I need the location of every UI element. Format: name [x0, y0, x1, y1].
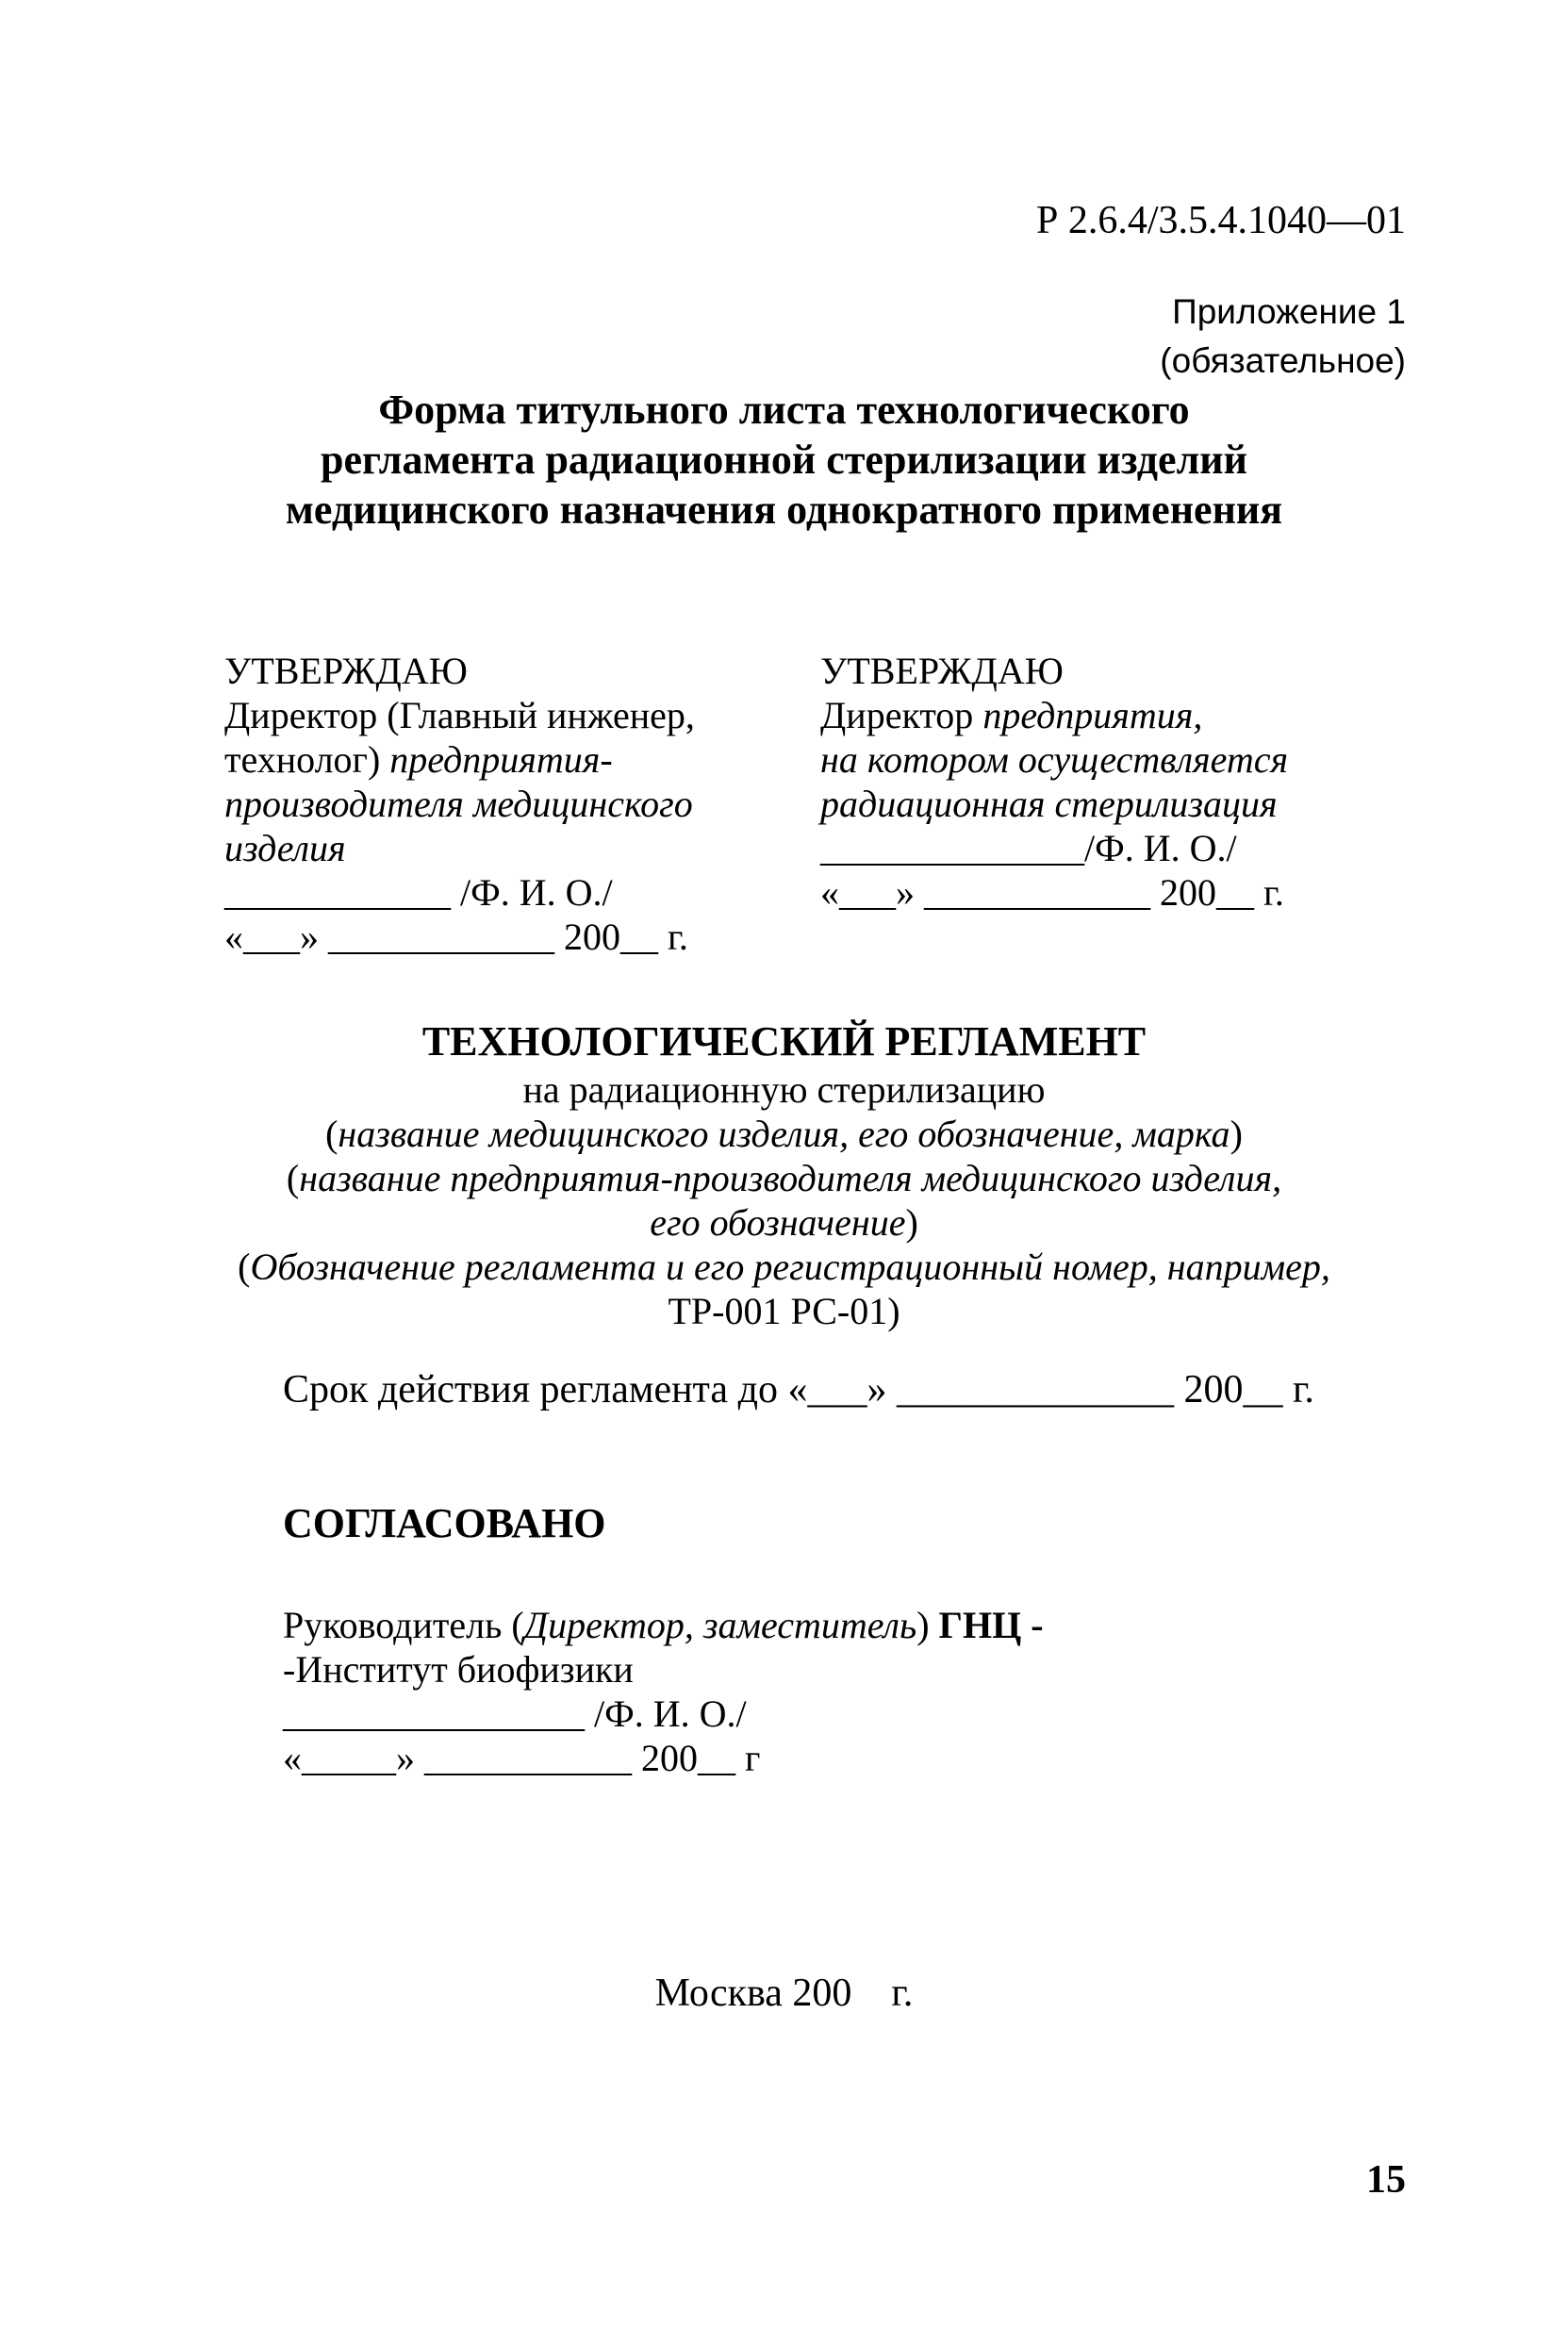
appendix-label [1160, 288, 1406, 386]
form-title-line: Форма титульного листа технологического [378, 387, 1190, 433]
approval-text: технолог) [224, 738, 390, 781]
approval-text: Директор [820, 694, 983, 736]
approval-block-manufacturer [224, 649, 695, 959]
appendix-status: (обязательное) [1160, 341, 1406, 380]
regulation-line [0, 1112, 1568, 1156]
approval-text-italic: на котором осуществляется [820, 738, 1289, 781]
form-title [0, 385, 1568, 535]
approval-line [224, 737, 695, 782]
agreed-text-italic: Директор, заместитель [523, 1604, 917, 1646]
approval-block-sterilizer [820, 649, 1288, 915]
regulation-line [0, 1200, 1568, 1245]
regulation-title: ТЕХНОЛОГИЧЕСКИЙ РЕГЛАМЕНТ [421, 1018, 1147, 1065]
regulation-text-italic: название предприятия-производителя медицинского изделия, [299, 1157, 1282, 1199]
form-title-line: медицинского назначения однократного применения [285, 487, 1283, 533]
regulation-line [0, 1245, 1568, 1289]
appendix-number: Приложение 1 [1172, 292, 1406, 331]
regulation-line: ТР-001 РС-01) [668, 1290, 900, 1332]
paren: ( [286, 1157, 300, 1199]
approval-text-italic: производителя медицинского [224, 783, 693, 825]
approval-text-italic: предприятия- [389, 738, 613, 781]
form-title-line: регламента радиационной стерилизации изделий [321, 437, 1247, 483]
paren: ) [1230, 1113, 1243, 1155]
signature-line: ________________ /Ф. И. О./ [283, 1692, 747, 1735]
regulation-text-italic: название медицинского изделия, его обозначение, марка [338, 1113, 1230, 1155]
agreed-text: Руководитель [283, 1604, 512, 1646]
approval-line: Директор (Главный инженер, [224, 694, 695, 736]
approval-text-italic: предприятия, [982, 694, 1203, 736]
approval-line [224, 782, 695, 826]
approval-line [224, 826, 695, 870]
agreed-line: -Институт биофизики [283, 1648, 634, 1691]
regulation-text-italic: его обозначение [650, 1201, 906, 1244]
regulation-line [0, 1156, 1568, 1200]
approval-line [820, 693, 1288, 737]
date-line: «_____» ___________ 200__ г [283, 1737, 761, 1779]
page-number: 15 [1366, 2158, 1406, 2202]
approval-heading: УТВЕРЖДАЮ [224, 650, 468, 692]
paren: ) [916, 1604, 930, 1646]
approval-line [820, 782, 1288, 826]
paren: ( [325, 1113, 338, 1155]
agreed-line [283, 1603, 1044, 1647]
paren: ( [511, 1604, 524, 1646]
signature-line: ____________ /Ф. И. О./ [224, 871, 613, 914]
document-code: Р 2.6.4/3.5.4.1040—01 [1035, 199, 1406, 242]
regulation-title-block [0, 1016, 1568, 1333]
approval-text-italic: радиационная стерилизация [820, 783, 1278, 825]
regulation-text-italic: Обозначение регламента и его регистрационный номер, например, [250, 1246, 1330, 1288]
paren: ) [905, 1201, 918, 1244]
regulation-subtitle: на радиационную стерилизацию [522, 1068, 1046, 1111]
validity-line: Срок действия регламента до «___» ______________ 200__ г. [283, 1368, 1314, 1411]
agreed-text-bold: ГНЦ - [929, 1604, 1044, 1646]
approval-text-italic: изделия [224, 827, 346, 869]
agreed-block [283, 1603, 1044, 1780]
approval-line [820, 737, 1288, 782]
paren: ( [238, 1246, 251, 1288]
approval-heading: УТВЕРЖДАЮ [820, 650, 1064, 692]
signature-line: ______________/Ф. И. О./ [820, 827, 1237, 869]
date-line: «___» ____________ 200__ г. [820, 871, 1284, 914]
city-year-line: Москва 200 г. [654, 1972, 914, 2015]
agreed-heading: СОГЛАСОВАНО [283, 1500, 606, 1546]
date-line: «___» ____________ 200__ г. [224, 916, 688, 958]
